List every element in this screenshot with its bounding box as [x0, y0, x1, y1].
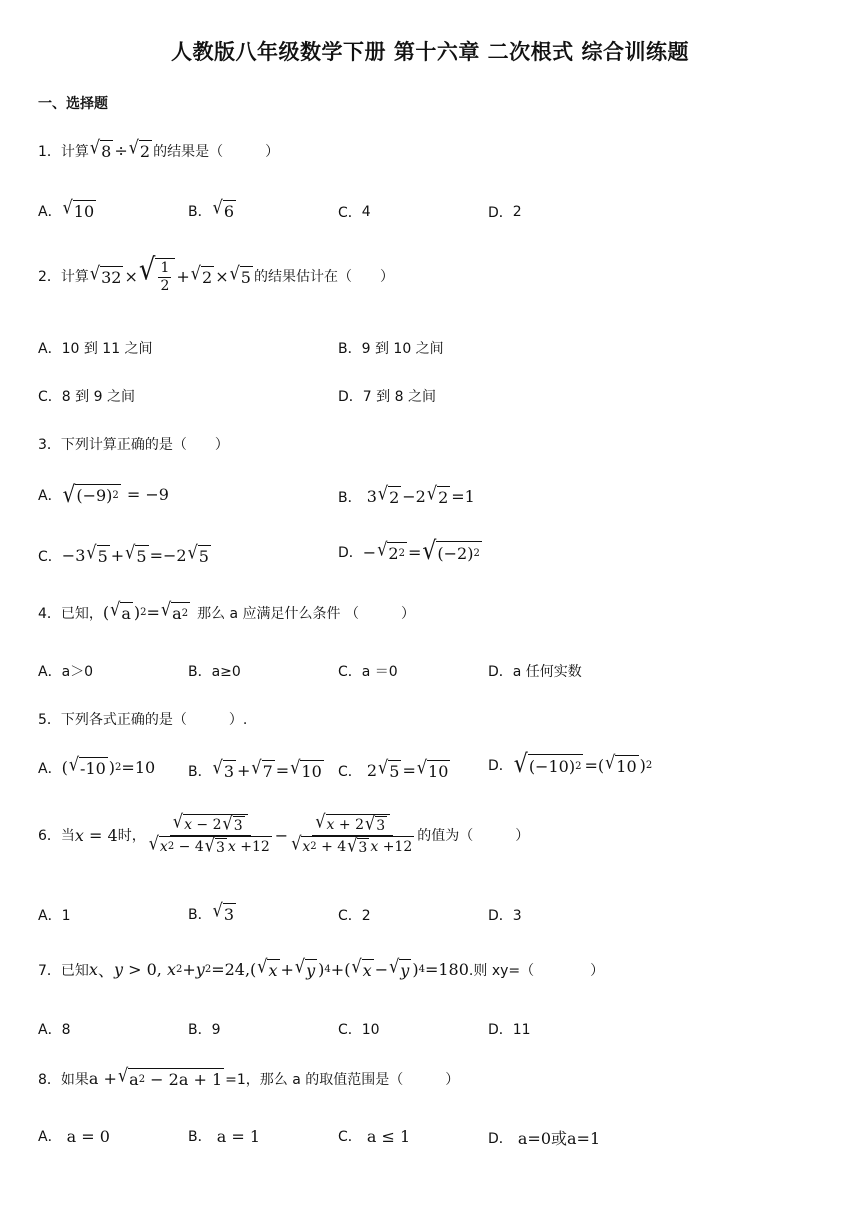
q3-option-c[interactable]: C． −3 √ 5 + √ 5 =−2 √ 5 [38, 541, 209, 566]
q5-option-c[interactable]: C． 2 √ 5 = √ 10 [338, 756, 449, 781]
q3-option-d[interactable]: D． − √ 2 2 = √ (−2) 2 [338, 537, 480, 566]
q7-expression: x 、 y > 0, x 2 + y 2 =24,( √ x + √ y ) 4 +( √ x − √ y ) 4 =180 [88, 955, 469, 980]
q5-option-a[interactable]: A． ( √ -10 ) 2 =10 [38, 753, 156, 778]
q1-expression: √ 8 ÷ √ 2 [89, 136, 151, 161]
q7-option-a[interactable]: A．8 [38, 1022, 71, 1038]
q2-option-a[interactable]: A．10 到 11 之间 [38, 341, 153, 357]
question-4: 4．已知， ( √ a ) 2 = √ a 2 那么 a 应满足什么条件 （ ） [38, 598, 416, 623]
q3-option-b[interactable]: B． 3 √ 2 −2 √ 2 =1 [338, 482, 475, 507]
question-7: 7．已知 x 、 y > 0, x 2 + y 2 =24,( √ x + √ y ) 4 +( √ x − √ y ) 4 =180 .则 xy=（ ） [38, 955, 605, 980]
q7-option-c[interactable]: C．10 [338, 1022, 380, 1038]
question-8: 8．如果 a + √ a 2 − 2a + 1 =1，那么 a 的取值范围是（ ） [38, 1064, 460, 1089]
q6-option-c[interactable]: C．2 [338, 908, 371, 924]
question-3: 3．下列计算正确的是（ ） [38, 437, 229, 453]
q8-expression: a + √ a 2 − 2a + 1 [88, 1064, 223, 1089]
q4-option-a[interactable]: A．a＞0 [38, 664, 94, 680]
q6-option-b[interactable]: B． √ 3 [188, 899, 234, 924]
q4-option-b[interactable]: B．a≥0 [188, 664, 241, 680]
q2-option-b[interactable]: B．9 到 10 之间 [338, 341, 444, 357]
q6-option-a[interactable]: A．1 [38, 908, 71, 924]
q8-option-d[interactable]: D． a=0或a=1 [488, 1129, 601, 1148]
q5-option-b[interactable]: B． √ 3 + √ 7 = √ 10 [188, 756, 322, 781]
q4-option-d[interactable]: D．a 任何实数 [488, 664, 582, 680]
q6-expression: √ x − 2 √ 3 √ x 2 − 4 √ 3 x +12 − √ x + 2 √ 3 √ x 2 + 4 √ 3 x +12 [148, 810, 413, 856]
q3-option-a[interactable]: A． √ (−9) 2 = −9 [38, 480, 169, 508]
q7-option-d[interactable]: D．11 [488, 1022, 531, 1038]
q8-option-b[interactable]: B． a = 1 [188, 1126, 260, 1146]
q1-option-d[interactable]: D． 2 [488, 204, 522, 221]
q4-option-c[interactable]: C．a ＝0 [338, 664, 398, 680]
q2-option-c[interactable]: C．8 到 9 之间 [38, 389, 135, 405]
q2-option-d[interactable]: D．7 到 8 之间 [338, 389, 436, 405]
q5-option-d[interactable]: D． √ (−10) 2 =( √ 10 ) 2 [488, 750, 653, 779]
q6-option-d[interactable]: D．3 [488, 908, 522, 924]
question-2: 2．计算 √ 32 × √ $\frac{1}{2}$ + √ 2 × √ 5 的结果估计在（ ） [38, 252, 394, 294]
q1-option-a[interactable]: A． √ 10 [38, 196, 95, 221]
q2-expression: √ 32 × √ $\frac{1}{2}$ + √ 2 × √ 5 [89, 252, 251, 294]
question-6: 6．当 x = 4 时， √ x − 2 √ 3 √ x 2 − 4 √ 3 x +12 − √ x + 2 √ 3 √ x 2 + 4 √ 3 x +12 的值为（ ） [38, 810, 530, 856]
q7-option-b[interactable]: B．9 [188, 1022, 221, 1038]
q8-option-a[interactable]: A． a = 0 [38, 1126, 110, 1146]
section-heading: 一、选择题 [38, 96, 108, 112]
q8-option-c[interactable]: C． a ≤ 1 [338, 1126, 411, 1146]
question-5: 5．下列各式正确的是（ ）. [38, 712, 248, 728]
q1-option-c[interactable]: C． 4 [338, 204, 371, 221]
question-1: 1．计算 √ 8 ÷ √ 2 的结果是（ ） [38, 136, 280, 161]
q4-expression: ( √ a ) 2 = √ a 2 [102, 598, 189, 623]
page-title: 人教版八年级数学下册 第十六章 二次根式 综合训练题 [171, 40, 689, 64]
q1-option-b[interactable]: B． √ 6 [188, 196, 234, 221]
